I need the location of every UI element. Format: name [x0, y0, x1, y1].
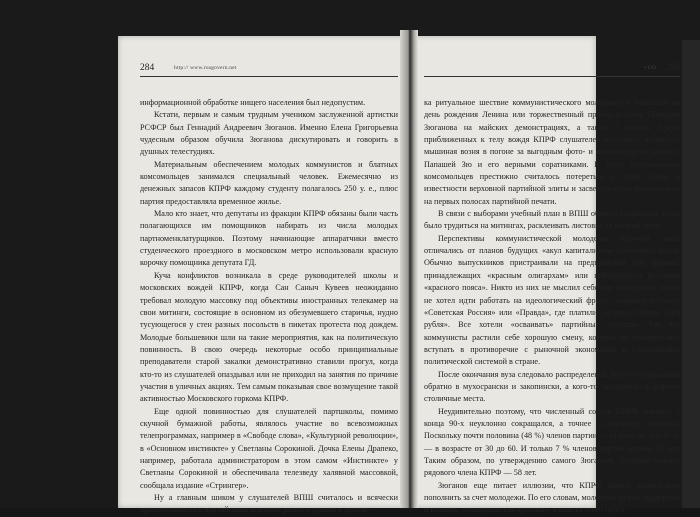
paragraph: Кстати, первым и самым трудным учеником заслуженной артистки РСФСР был Геннадий Андреевич Зюганов. Именно Елена Григорьевна чудесным образом обучила Зюганова дискутировать и говорить в душных телестудиях. — [140, 110, 398, 157]
paragraph: В связи с выборами учебный план в ВПШ обычно сокращали. Надо было трудиться на митингах, расклеивать листовки за мелкий прайс. — [424, 209, 680, 231]
scan-edge — [682, 40, 700, 508]
running-head: • GO — [643, 64, 656, 71]
right-page — [424, 64, 680, 517]
paragraph: Материальным обеспечением молодых коммунистов и блатных комсомольцев занимался специальный человек. Ежемесячно из денежных запасов КПРФ каждому студенту полагалось 250 у. е., плюс партия предоставляла временное жилье. — [140, 159, 398, 206]
paragraph: Еще одной повинностью для слушателей партшколы, помимо скучной бумажной работы, являлось участие во всевозможных телепрограммах, например в «Свободе слова», «Культурной революции», в «Основном инстинкте» у Светланы Сорокиной. Дочка Елены Драпеко, например, работала администратором в этом самом «Инстинкте» у Светланы Сорокиной и обеспечивала телезведу халявной массовкой, сообщала издание «Стрингер». — [140, 406, 398, 490]
paragraph: Ну а главным шиком у слушателей ВПШ считалось и всячески приветствовалось партийными вождями разного уровня и достат- — [140, 493, 398, 515]
page-number: 284 — [140, 62, 155, 73]
paragraph: Мало кто знает, что депутаты из фракции КПРФ обязаны были часть полагающихся им помощников набирать из числа молодых партноменклатурщиков. Поэтому начинающие аппаратчики вместо студенческого проездного в московском метро использовали красную корочку помощника депутата ГД. — [140, 209, 398, 268]
paragraph: Неудивительно поэтому, что численный состав КПРФ, начиная с конца 90-х неуклонно сокращался, а точнее — попросту вымирал. Поскольку почти половина (48 %) членов партии — старше 60 лет, 43 % — в возрасте от 30 до 60. И только 7 % членов партии моложе 30 лет. Таким образом, по утверждению самого Зюганова, средний возраст рядового члена КПРФ — 58 лет. — [424, 406, 680, 478]
running-head: http:// www.rusgovern.net — [174, 64, 237, 71]
paragraph: Куча конфликтов возникала в среде руководителей школы и московских вождей КПРФ, когда Сан Саныч Кувеев неожиданно требовал молодую массовку под объективы иностранных телекамер на свои митинги, состоящие в основном из обезумевшего старичья, нудно тусующегося у стен разных посольств в пикетах протеста под дождем. Молодые большевики шли на такие мероприятия, как на политическую повинность. В свою очередь некоторые особо принципиальные преподаватели старой закалки демонстративно ставили прогул, когда кто-то из слушателей опаздывал или не приходил на занятия по причине участия в уличных акциях. Тем самым показывая свое возмущение такой активностью Московского горкома КПРФ. — [140, 270, 398, 404]
paragraph: ка ритуальное шествие коммунистического молодняка к мавзолею на день рождения Ленина или торжественный проход в свите Геннадия Зюганова на майских демонстрациях, а также 7 ноября. Среди приближенных к телу вождя КПРФ слушателей постоянно возникала мышиная возня в погоне за выгодным фото- и видеоракурсом рядом с Папашей Зю и его верными соратниками. В среде региональных комсомольцев престижно считалось потереться в лучах славы и известности верховной партийной элиты и засветить свою физиономию на первых полосах партийной печати. — [424, 98, 680, 206]
paragraph: После окончания вуза следовало распределение. Кого-то отправляли обратно в мухосрански и закопински, а кого-то засовывали в жирные столичные места. — [424, 369, 680, 404]
right-page-header — [424, 64, 680, 77]
paragraph: информационной обработке нищего населения был недопустим. — [140, 98, 366, 107]
paragraph: Зюганов еще питает иллюзии, что КПРФ можно значительно пополнить за счет молодежи. По его словам, молодежи нужна поддержка и помощь, «товарищеская критика», а вместо этого перед- — [424, 480, 680, 515]
left-page-header — [140, 64, 398, 77]
page-number: 285 — [665, 62, 680, 73]
paragraph: Перспективы коммунистической молодежи, впрочем, мало отличались от планов будущих «акул капитализма» столичных вузов. Обычно выпускников пристраивали на предприятиях или фирмах, принадлежащих «красным олигархам» или губернаторам регионов «красного пояса». Никто из них не мыслил себя вне коммерции, никто не хотел идти работать на идеологический фронт, например в газету «Советская Россия» или «Правда», где платили, условно говоря, «три рубля». Все хотели «осваивать» партийные средства. Так что коммунисты растили себе хорошую смену, которая не намеревалась вступать в противоречие с рыночной экономикой и сложившейся политической системой в стране. — [424, 233, 680, 367]
left-page — [140, 64, 398, 517]
book-spine — [400, 30, 418, 508]
